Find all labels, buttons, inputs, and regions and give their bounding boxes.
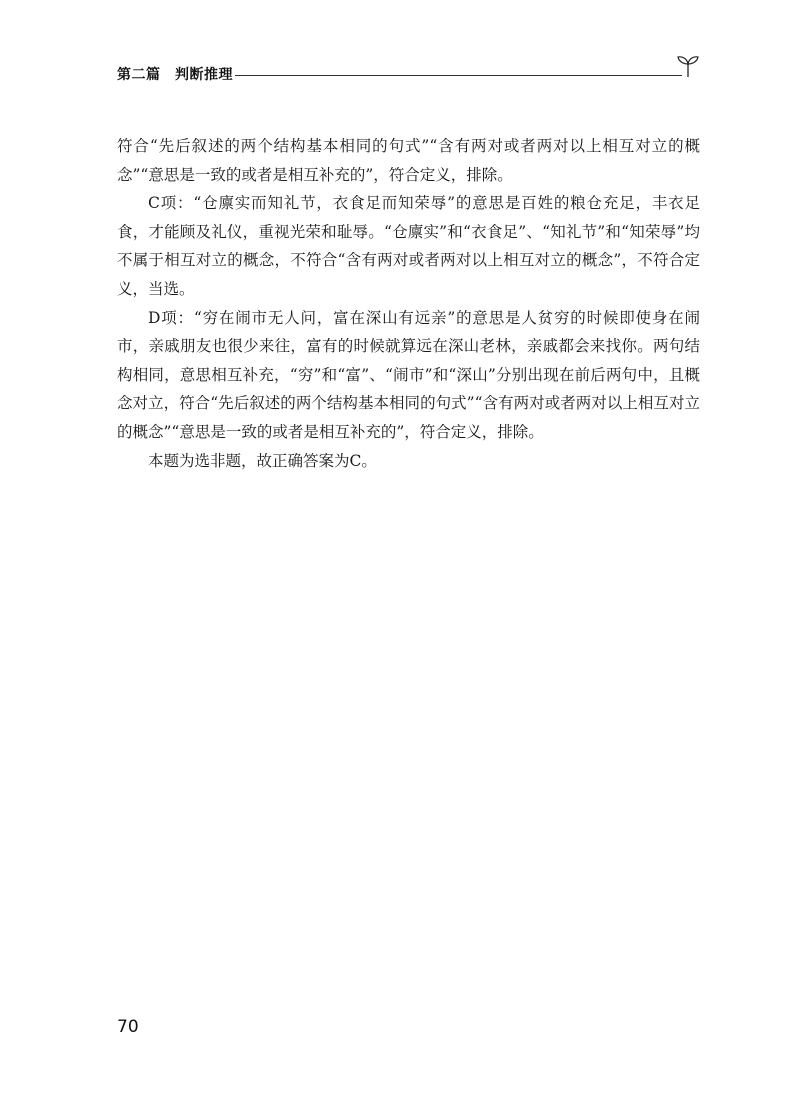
running-header <box>117 60 700 90</box>
paragraph-conclusion: 本题为选非题，故正确答案为C。 <box>148 451 377 470</box>
body-text <box>117 132 700 475</box>
page-number: 70 <box>117 1017 139 1037</box>
section-title: 第二篇 判断推理 <box>117 67 233 83</box>
paragraph-continued: 符合“先后叙述的两个结构基本相同的句式”“含有两对或者两对以上相互对立的概念”“意思是一致的或者是相互补充的”，符合定义，排除。 <box>117 137 700 184</box>
paragraph-option-c: C项：“仓廪实而知礼节，衣食足而知荣辱”的意思是百姓的粮仓充足，丰衣足食，才能顾及礼仪，重视光荣和耻辱。“仓廪实”和“衣食足”、“知礼节”和“知荣辱”均不属于相互对立的概念，不符合“含有两对或者两对以上相互对立的概念”，不符合定义，当选。 <box>117 194 700 298</box>
sprout-icon <box>675 52 701 78</box>
paragraph-option-d: D项：“穷在闹市无人问，富在深山有远亲”的意思是人贫穷的时候即使身在闹市，亲戚朋友也很少来往，富有的时候就算远在深山老林，亲戚都会来找你。两句结构相同，意思相互补充，“穷”和“富”、“闹市”和“深山”分别出现在前后两句中，且概念对立，符合“先后叙述的两个结构基本相同的句式”“含有两对或者两对以上相互对立的概念”“意思是一致的或者是相互补充的”，符合定义，排除。 <box>117 308 700 441</box>
header-rule <box>235 75 682 76</box>
